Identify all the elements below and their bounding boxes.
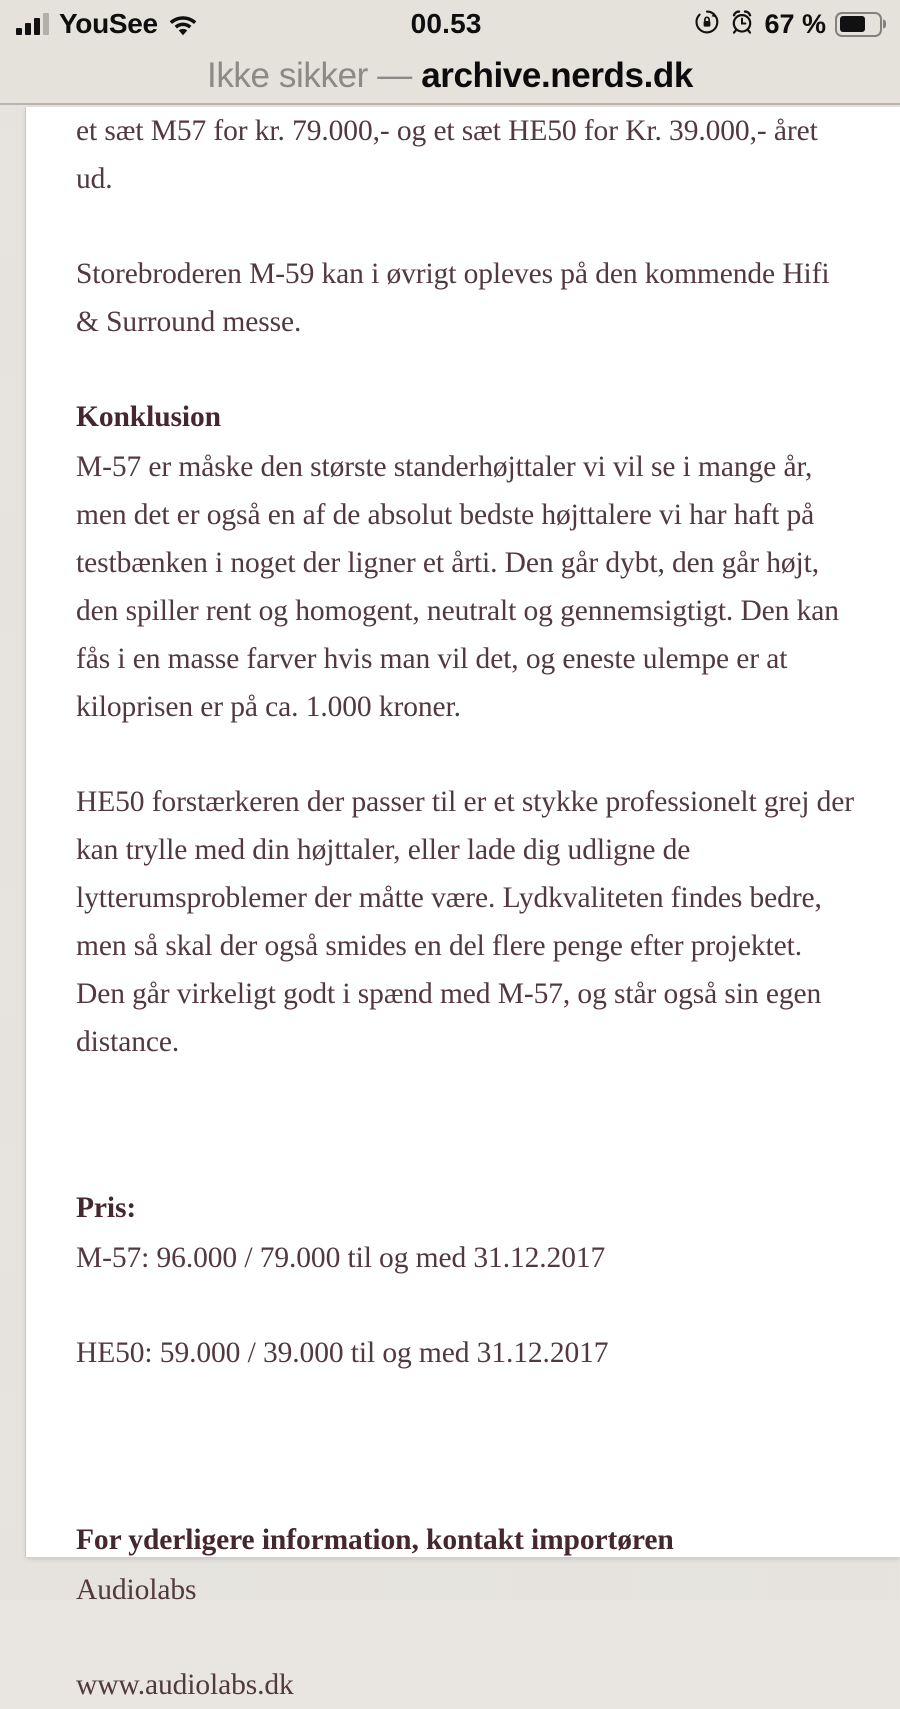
clock-label: 00.53 <box>410 8 482 39</box>
section-spacer-pris <box>76 1066 854 1184</box>
alarm-clock-icon <box>729 9 755 40</box>
section-spacer-kontakt <box>76 1424 854 1516</box>
paragraph-storebroderen: Storebroderen M-59 kan i øvrigt opleves på den kommende Hifi & Surround messe. <box>76 258 830 338</box>
url-host-label: archive.nerds.dk <box>421 56 693 95</box>
price-line-m57: M-57: 96.000 / 79.000 til og med 31.12.2017 <box>76 1242 606 1274</box>
wifi-icon <box>168 13 198 36</box>
contact-company-name: Audiolabs <box>76 1574 197 1606</box>
price-line-he50: HE50: 59.000 / 39.000 til og med 31.12.2017 <box>76 1337 609 1369</box>
carrier-label: YouSee <box>59 8 158 39</box>
status-bar-right-group <box>694 9 882 40</box>
contact-website[interactable]: www.audiolabs.dk <box>76 1669 294 1701</box>
browser-url-bar[interactable] <box>0 48 900 105</box>
heading-kontakt-importoeren: For yderligere information, kontakt importøren <box>76 1524 674 1556</box>
status-bar-left-group <box>16 10 198 38</box>
heading-konklusion: Konklusion <box>76 401 221 433</box>
battery-percent-label: 67 % <box>764 8 826 39</box>
battery-fill-level <box>840 16 865 32</box>
status-bar <box>0 0 900 48</box>
paragraph-konklusion-he50: HE50 forstærkeren der passer til er et stykke professionelt grej der kan trylle med din højttaler, eller lade dig udligne de lytterumsproblemer der måtte være. Lydkvaliteten findes bedre, men så skal der også smides en del flere penge efter projektet. Den går virkeligt godt i spænd med M-57, og står også sin egen distance. <box>76 786 854 1058</box>
article-body <box>76 107 854 1709</box>
paragraph-konklusion-m57: M-57 er måske den største standerhøjttaler vi vil se i mange år, men det er også en af de absolut bedste højttalere vi har haft på testbænken i noget der ligner et årti. Den går dybt, den går højt, den spiller rent og homogent, neutralt og gennemsigtigt. Den kan fås i en masse farver hvis man vil det, og eneste ulempe er at kiloprisen er på ca. 1.000 kroner. <box>76 451 839 723</box>
web-page-card <box>26 107 900 1701</box>
battery-nub <box>883 20 887 29</box>
rotation-lock-icon <box>694 9 720 40</box>
paragraph-intro-prices: et sæt M57 for kr. 79.000,- og et sæt HE50 for Kr. 39.000,- året ud. <box>76 115 818 195</box>
battery-icon <box>835 12 882 37</box>
url-separator: — <box>377 56 412 95</box>
heading-pris: Pris: <box>76 1192 137 1224</box>
signal-bars-icon <box>16 13 49 35</box>
insecure-label: Ikke sikker <box>207 56 368 95</box>
url-bar-text <box>207 58 693 93</box>
status-bar-center-group <box>198 10 695 38</box>
